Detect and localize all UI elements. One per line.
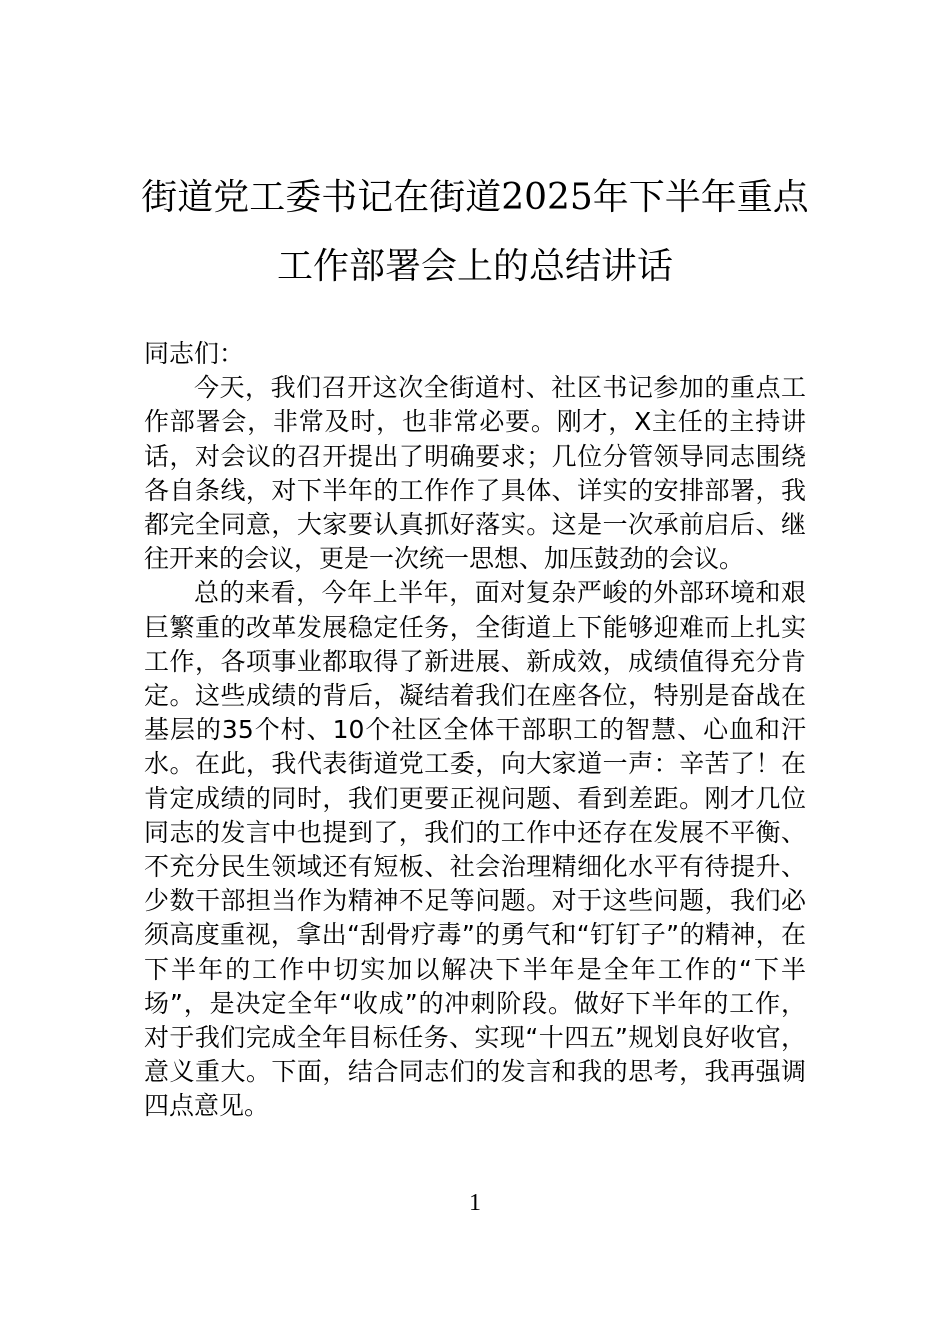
- paragraph-opening: 今天，我们召开这次全街道村、社区书记参加的重点工作部署会，非常及时，也非常必要。刚才，X主任的主持讲话，对会议的召开提出了明确要求；几位分管领导同志围绕各自条线，对下半年的工作作了具体、详实的安排部署，我都完全同意，大家要认真抓好落实。这是一次承前启后、继往开来的会议，更是一次统一思想、加压鼓劲的会议。: [144, 373, 806, 574]
- document-title-line-1: 街道党工委书记在街道2025年下半年重点: [141, 177, 809, 218]
- document-body: [144, 337, 806, 1124]
- page-number: 1: [469, 1190, 481, 1216]
- document-title-line-2: 工作部署会上的总结讲话: [276, 246, 673, 287]
- paragraph-summary: 总的来看，今年上半年，面对复杂严峻的外部环境和艰巨繁重的改革发展稳定任务，全街道上下能够迎难而上扎实工作，各项事业都取得了新进展、新成效，成绩值得充分肯定。这些成绩的背后，凝结着我们在座各位，特别是奋战在基层的35个村、10个社区全体干部职工的智慧、心血和汗水。在此，我代表街道党工委，向大家道一声：辛苦了！在肯定成绩的同时，我们更要正视问题、看到差距。刚才几位同志的发言中也提到了，我们的工作中还存在发展不平衡、不充分民生领域还有短板、社会治理精细化水平有待提升、少数干部担当作为精神不足等问题。对于这些问题，我们必须高度重视，拿出“刮骨疗毒”的勇气和“钉钉子”的精神，在下半年的工作中切实加以解决下半年是全年工作的“下半场”，是决定全年“收成”的冲刺阶段。做好下半年的工作，对于我们完成全年目标任务、实现“十四五”规划良好收官，意义重大。下面，结合同志们的发言和我的思考，我再强调四点意见。: [144, 578, 806, 1121]
- salutation: 同志们：: [144, 339, 245, 368]
